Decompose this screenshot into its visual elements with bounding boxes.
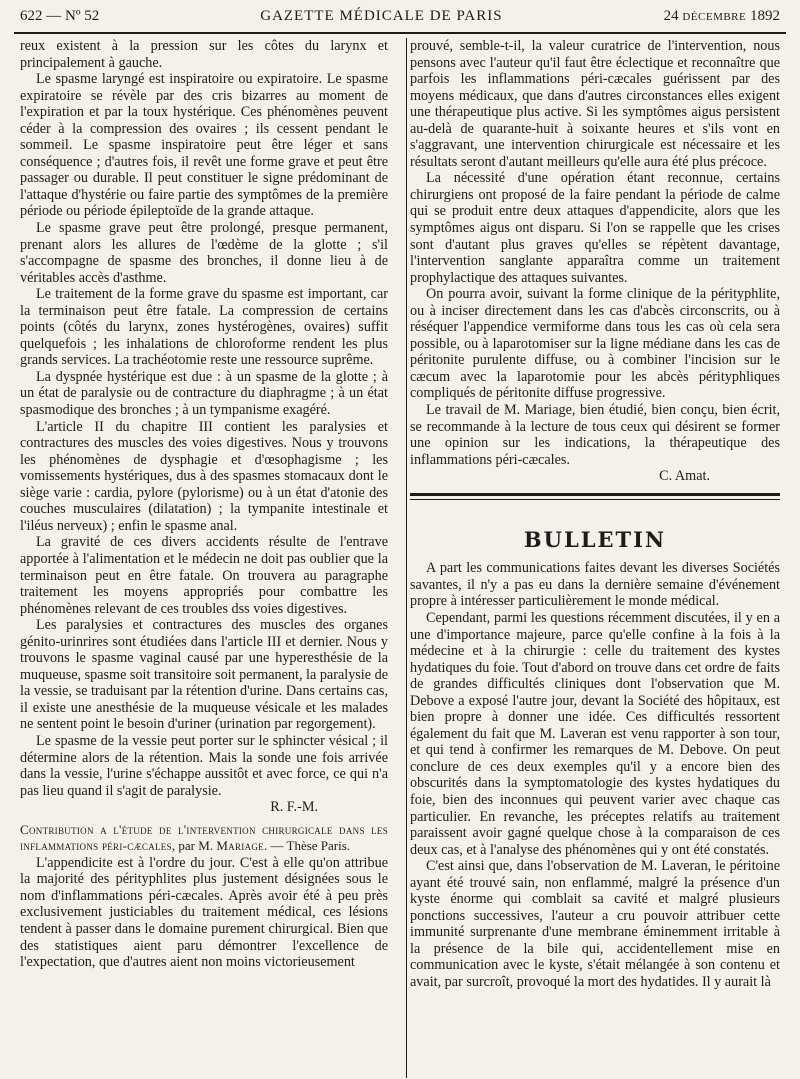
review-heading — [20, 822, 388, 855]
issue-date-month: DÉCEMBRE — [682, 11, 747, 23]
paragraph: On pourra avoir, suivant la forme clinique de la pérityphlite, ou à inciser directement dans les cas d'abcès circonscrits, ou à réséquer l'appendice vermiforme dans tous les cas où cela sera possible, ou à laparotomiser sur la ligne médiane dans les cas de péritonite purulente diffuse, ou à combiner l'incision sur le cæcum avec la laparotomie pour les abcès pérityphliques compliqués de péritonite diffuse progressive. — [410, 286, 780, 402]
paragraph: Le spasme de la vessie peut porter sur le sphincter vésical ; il détermine alors de la rétention. Mais la sonde une fois arrivée dans la vessie, l'urine s'échappe aussitôt et avec force, ce qui n'a pas lieu quand il s'agit de paralysie. — [20, 732, 388, 799]
issue-date-year: 1892 — [750, 8, 780, 24]
issue-date — [664, 8, 780, 25]
paragraph: L'article II du chapitre III contient les paralysies et contractures des muscles des voies digestives. Nous y trouvons les phénomènes de dysphagie et d'œsophagisme ; les vomissements hystériques, dus à des spasmes stomacaux dont le siège varie : cardia, pylore (pylorisme) ou à un état d'atonie des couches musculaires (dilatation) ; la tympanite intestinale et l'iléus nerveux) ; enfin le spasme anal. — [20, 418, 388, 534]
paragraph: C'est ainsi que, dans l'observation de M. Laveran, le péritoine ayant été trouvé sain, non enflammé, malgré la présence d'un kyste énorme qui comblait sa cavité et malgré plusieurs ponctions successives, l'auteur a cru pouvoir attribuer cette immunité surprenante d'une membrane éminemment irritable à la présence de la bile qui, accidentellement mise en communication avec le kyste, s'était mélangée à son contenu et avait, par surcroît, provoqué la mort des hydatides. Il y aurait là — [410, 858, 780, 990]
page-number: 622 — Nº 52 — [20, 8, 100, 24]
paragraph: La dyspnée hystérique est due : à un spasme de la glotte ; à un état de paralysie ou de contracture du diaphragme ; à un état spasmodique des bronches ; à un tympanisme exagéré. — [20, 368, 388, 419]
bulletin-heading: BULLETIN — [523, 526, 667, 552]
paragraph: La nécessité d'une opération étant reconnue, certains chirurgiens ont proposé de la faire pendant la période de calme qui se produit entre deux attaques d'appendicite, alors que les symptômes aigus ont disparu. Si l'on se rappelle que les crises sont d'autant plus graves qu'elles se répètent davantage, l'intervention sanglante apparaîtra comme un traitement prophylactique des attaques suivantes. — [410, 170, 780, 286]
paragraph: reux existent à la pression sur les côtes du larynx et principalement à gauche. — [20, 38, 388, 71]
journal-title: GAZETTE MÉDICALE DE PARIS — [260, 8, 503, 24]
paragraph: Le traitement de la forme grave du spasme est important, car la terminaison peut être fatale. La compression de certains points (côtés du larynx, zones hystérogènes, ovaires) suffit quelquefois ; les inhalations de chloroforme rendent les plus grands services. La trachéotomie reste une ressource suprême. — [20, 286, 388, 369]
paragraph: L'appendicite est à l'ordre du jour. C'est à elle qu'on attribue la majorité des pérityphlites plus justement désignées sous le nom d'inflammations péri-cæcales. Après avoir été à peu près exclusivement justiciables du traitement médical, ces lésions tendent à passer dans le domaine purement chirurgical. Bien que des statistiques aient paru démontrer l'excellence de l'expectation, que d'autres aient non moins victorieusement — [20, 854, 388, 971]
paragraph: Les paralysies et contractures des muscles des organes génito-urinrires sont étudiées dans l'article III et dernier. Nous y trouvons le spasme vaginal causé par une hyperesthésie de la muqueuse, spasme soit transitoire soit permanent, la paralysie de la vessie, se traduisant par la rétention d'urine. Dans certains cas, il existe une anesthésie de la muqueuse vésicale et les malades ne sentent point le besoin d'uriner (urination par regorgement). — [20, 617, 388, 733]
paragraph: Cependant, parmi les questions récemment discutées, il y en a une d'importance majeure, parce qu'elle confine à la fois à la médecine et à la chirurgie : celle du traitement des kystes hydatiques du foie. Tout d'abord on trouve dans cet ordre de faits de grandes difficultés cliniques dont l'observation que M. Debove a exposé l'autre jour, devant la Société des hôpitaux, est bien propre à donner une idée. Ces difficultés ressortent également du fait que M. Laveran est venu rapporter à son tour, et qui tend à confirmer les remarques de M. Debove. On peut conclure de ces deux exemples qu'il y a encore bien des obscurités dans la symptomatologie des kystes hydatiques du foie, bien des inconnues qui peuvent varier avec chaque cas particulier. En revanche, les préceptes relatifs au traitement paraissent avoir gagné quelque chose à la comparaison de ces deux cas, et à l'analyse des phénomènes qui y ont été constatés. — [410, 609, 780, 858]
left-column — [14, 38, 394, 1078]
column-divider — [406, 38, 407, 1078]
review-title-by: , par M. — [171, 838, 217, 854]
paragraph: A part les communications faites devant les diverses Sociétés savantes, il n'y a pas eu dans la dernière semaine d'événement propre à intéresser particulièrement le monde médical. — [410, 560, 780, 610]
paragraph: Le travail de M. Mariage, bien étudié, bien conçu, bien écrit, se recommande à la lecture de tous ceux qui désirent se former une opinion sur les indications, la thérapeutique des inflammations péri-cæcales. — [410, 402, 780, 468]
section-divider — [410, 493, 780, 500]
review-title: Contribution a l'étude de l'intervention chirurgicale dans les inflammations péri-cæcales — [20, 821, 388, 854]
issue-date-day: 24 — [663, 8, 679, 24]
paragraph: prouvé, semble-t-il, la valeur curatrice de l'intervention, nous pensons avec l'auteur qu'il faut être éclectique et reconnaître que parfois les inflammations péri-cæcales guérissent par des moyens médicaux, que dans d'autres circonstances elles exigent une thérapeutique plus active. Si les symptômes aigus persistent au-delà de quarante-huit à soixante heures et s'ils vont en s'aggravant, une intervention chirurgicale est nécessaire et les résultats seront d'autant meilleurs qu'elle aura été plus précoce. — [410, 38, 780, 170]
review-author: Mariage — [216, 838, 264, 854]
text-columns — [14, 38, 786, 1078]
signature: C. Amat. — [659, 468, 710, 485]
review-title-end: . — Thèse Paris. — [263, 838, 351, 854]
paragraph: Le spasme laryngé est inspiratoire ou expiratoire. Le spasme expiratoire se révèle par des cris bizarres au moment de l'expiration et par la toux hystérique. Ces phénomènes peuvent céder à la compression des ovaires ; ils cessent pendant le sommeil. Le spasme inspiratoire peut être léger et sans conséquence ; d'autres fois, il revêt une forme grave et peut être passager ou durable. Il peut constituer le signe prédominant de l'attaque d'hystérie ou faire partie des symptômes de la première période ou période épileptoïde de la grande attaque. — [20, 71, 388, 220]
signature: R. F.-M. — [270, 799, 318, 816]
page-header — [14, 8, 786, 34]
paragraph: La gravité de ces divers accidents résulte de l'entrave apportée à l'alimentation et le médecin ne doit pas oublier que la terminaison peut en être fatale. On trouvera au paragraphe traitement les moyens appropriés pour combattre les phénomènes relevant de ces troubles dss voies digestives. — [20, 534, 388, 617]
right-column — [404, 38, 786, 1078]
paragraph: Le spasme grave peut être prolongé, presque permanent, prenant alors les allures de l'œdème de la glotte ; s'il s'accompagne de spasme des bronches, il donne lieu à de véritables accès d'asthme. — [20, 220, 388, 286]
